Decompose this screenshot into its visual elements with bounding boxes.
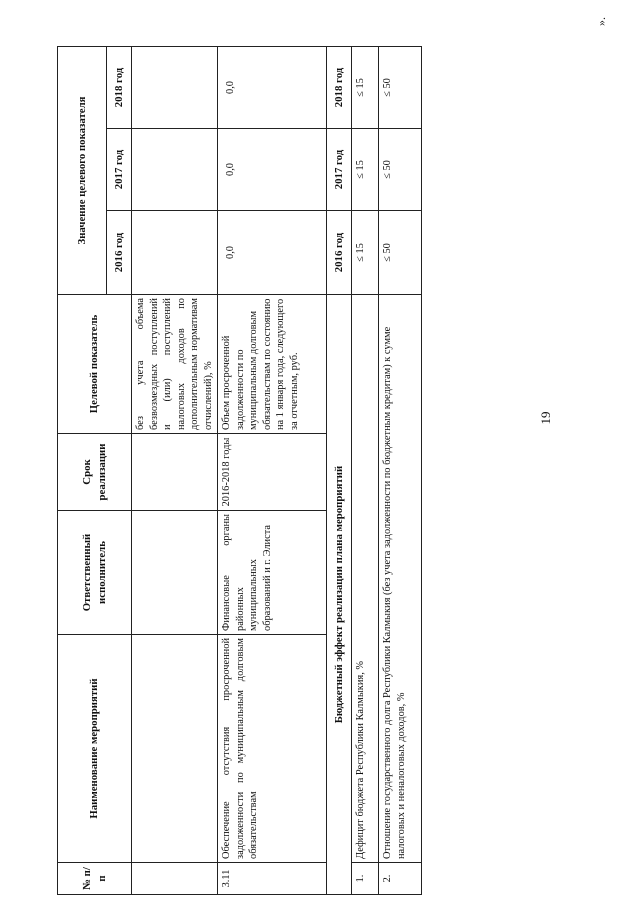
cell-term — [132, 434, 218, 511]
cell-value-2016 — [132, 211, 218, 295]
table-row-3-11 — [218, 46, 327, 894]
effect-row-1 — [352, 46, 379, 894]
header-indicator: Целевой показатель — [58, 295, 132, 434]
cell-name — [132, 635, 218, 863]
header-name: Наименование мероприятий — [58, 635, 132, 863]
cell-value-2018: ≤ 15 — [352, 46, 379, 128]
table-row-continued — [132, 46, 218, 894]
cell-value-2016: 0,0 — [218, 211, 327, 295]
cell-value-2017: ≤ 50 — [379, 129, 422, 211]
cell-executor — [132, 511, 218, 635]
effect-year-2018: 2018 год — [327, 46, 352, 128]
cell-name: Обеспечение отсутствия просроченной задолженности по муниципальным долговым обязательствам — [218, 635, 327, 863]
header-year-2017: 2017 год — [107, 129, 132, 211]
cell-num: 1. — [352, 863, 379, 895]
cell-num — [132, 863, 218, 895]
cell-value-2017: 0,0 — [218, 129, 327, 211]
closing-quote-mark: ». — [594, 17, 608, 26]
header-row — [58, 46, 107, 894]
header-executor: Ответственный исполнитель — [58, 511, 132, 635]
cell-term: 2016-2018 годы — [218, 434, 327, 511]
cell-value-2018: ≤ 50 — [379, 46, 422, 128]
cell-indicator: без учета объема безвозмездных поступлений и (или) поступлений налоговых доходов по дополнительным нормативам отчислений), % — [132, 295, 218, 434]
cell-value-2016: ≤ 15 — [352, 211, 379, 295]
effect-year-2017: 2017 год — [327, 129, 352, 211]
effect-row-2 — [379, 46, 422, 894]
cell-value-2017: ≤ 15 — [352, 129, 379, 211]
header-term: Срок реализации — [58, 434, 132, 511]
header-target-value: Значение целевого показателя — [58, 46, 107, 294]
header-num: № п/п — [58, 863, 132, 895]
measures-table — [57, 46, 422, 895]
cell-indicator: Объем просроченной задолженности по муниципальным долговым обязательствам по состоянию на 1 января года, следующего за отчетным, руб. — [218, 295, 327, 434]
cell-value-2016: ≤ 50 — [379, 211, 422, 295]
header-year-2016: 2016 год — [107, 211, 132, 295]
cell-value-2018: 0,0 — [218, 46, 327, 128]
cell-name: Дефицит бюджета Республики Калмыкия, % — [352, 295, 379, 863]
effect-year-2016: 2016 год — [327, 211, 352, 295]
cell-num: 3.11 — [218, 863, 327, 895]
section-row — [327, 46, 352, 894]
cell-name: Отношение государственного долга Республики Калмыкия (без учета задолженности по бюджетным кредитам) к сумме налоговых и неналоговых доходов, % — [379, 295, 422, 863]
header-year-2018: 2018 год — [107, 46, 132, 128]
cell-value-2018 — [132, 46, 218, 128]
section-title: Бюджетный эффект реализации плана мероприятий — [327, 295, 352, 895]
page-number: 19 — [538, 411, 553, 425]
cell-value-2017 — [132, 129, 218, 211]
cell-num: 2. — [379, 863, 422, 895]
cell-executor: Финансовые органы районных муниципальных образований и г. Элиста — [218, 511, 327, 635]
